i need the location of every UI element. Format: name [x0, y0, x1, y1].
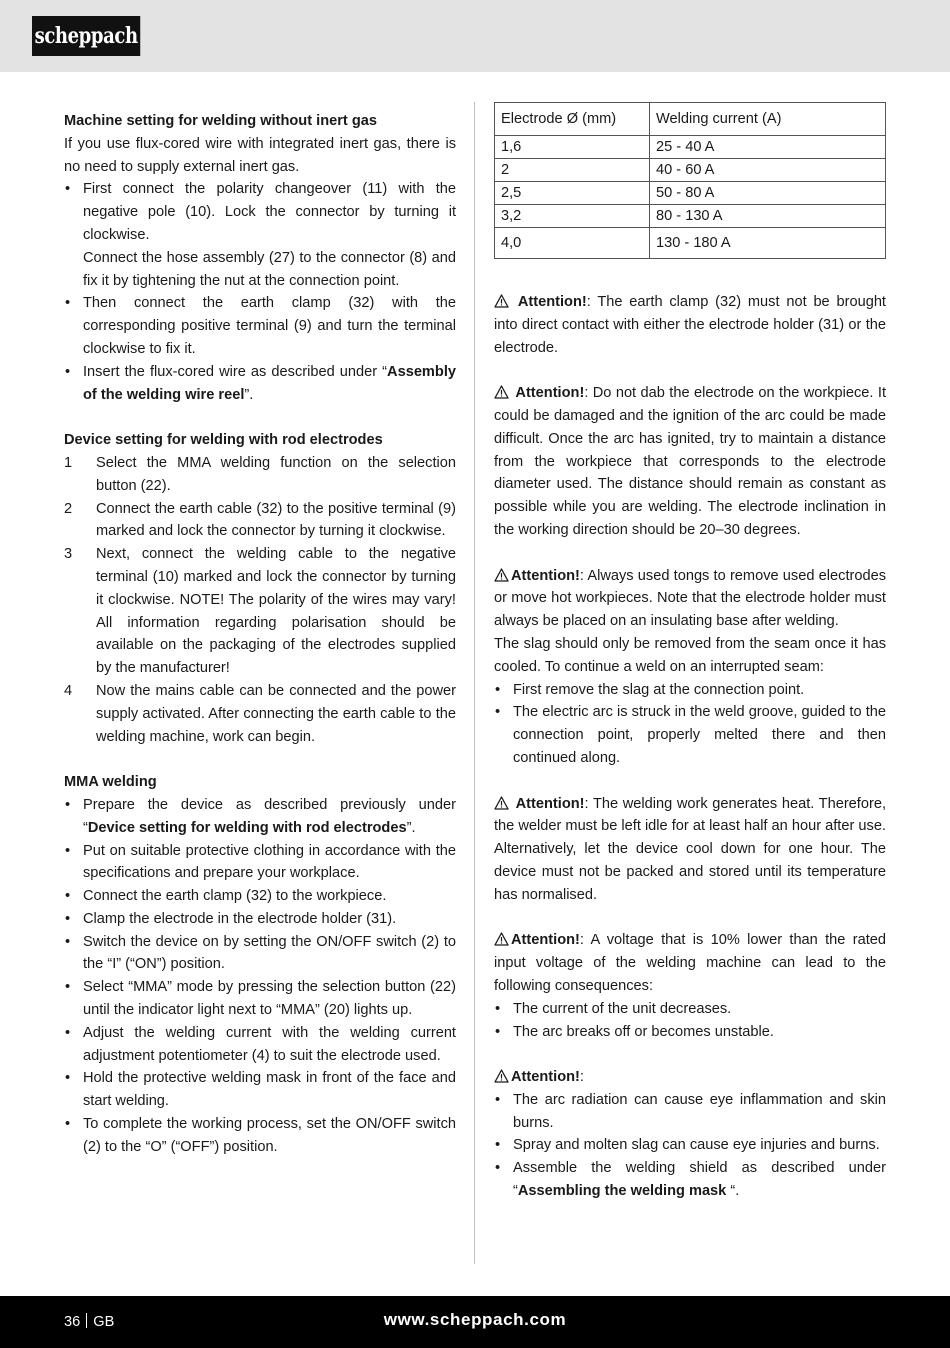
right-column	[494, 291, 886, 1203]
list-item: 3 Next, connect the welding cable to the negative terminal (10) marked and lock the connector by turning it clockwise. NOTE! The polarity of the wires may vary! All information regarding polarisation should be available on the packaging of the electrodes supplied by the manufacturer!	[64, 546, 456, 677]
list-item: 2 Connect the earth cable (32) to the positive terminal (9) marked and lock the connector by turning it clockwise.	[64, 500, 456, 540]
table-row	[495, 205, 886, 228]
table-cell: 25 - 40 A	[650, 136, 886, 159]
attention-paragraph: Attention!: Always used tongs to remove used electrodes or move hot workpieces. Note that the electrode holder must always be placed on an insulating base after welding.	[494, 565, 886, 633]
table-row	[495, 182, 886, 205]
table-cell: 80 - 130 A	[650, 205, 886, 228]
table-header-row	[495, 103, 886, 136]
list-item: • Assemble the welding shield as described under “Assembling the welding mask “.	[494, 1157, 886, 1203]
numbered-list	[64, 452, 456, 748]
bullet-list	[64, 178, 456, 406]
list-item: • To complete the working process, set the ON/OFF switch (2) to the “O” (“OFF”) position.	[64, 1113, 456, 1159]
table-cell: 130 - 180 A	[650, 228, 886, 259]
page-footer	[0, 1296, 950, 1348]
page-number: 36 GB	[64, 1314, 115, 1330]
list-item: 4 Now the mains cable can be connected and the power supply activated. After connecting the earth cable to the welding machine, work can begin.	[64, 682, 456, 745]
table-row	[495, 159, 886, 182]
table-cell: 4,0	[495, 228, 650, 259]
electrode-current-table	[494, 102, 886, 259]
attention-paragraph: Attention!: The earth clamp (32) must not be brought into direct contact with either the electrode holder (31) or the electrode.	[494, 291, 886, 359]
warning-icon	[494, 929, 511, 952]
list-item: • Insert the flux-cored wire as described under “Assembly of the welding wire reel”.	[64, 361, 456, 407]
list-item: • Hold the protective welding mask in front of the face and start welding.	[64, 1067, 456, 1113]
list-item: • The electric arc is struck in the weld groove, guided to the connection point, properly melted there and then continued along.	[494, 701, 886, 769]
list-item: • Select “MMA” mode by pressing the selection button (22) until the indicator light next to “MMA” (20) lights up.	[64, 976, 456, 1022]
attention-paragraph: Attention!: Do not dab the electrode on the workpiece. It could be damaged and the ignition of the arc could be made difficult. Once the arc has ignited, try to maintain a distance from the workpiece that corresponds to the electrode diameter used. The distance should remain as constant as possible while you are welding. The electrode inclination in the working direction should be 20–30 degrees.	[494, 382, 886, 542]
table-cell: 2,5	[495, 182, 650, 205]
left-column	[64, 110, 456, 1159]
warning-icon	[494, 291, 511, 314]
bullet-list	[494, 679, 886, 770]
table-cell: 40 - 60 A	[650, 159, 886, 182]
list-item: • Then connect the earth clamp (32) with the corresponding positive terminal (9) and turn the terminal clockwise to fix it.	[64, 292, 456, 360]
bullet-list	[494, 1089, 886, 1203]
list-item: • Spray and molten slag can cause eye injuries and burns.	[494, 1134, 886, 1157]
list-item: • Adjust the welding current with the welding current adjustment potentiometer (4) to suit the electrode used.	[64, 1022, 456, 1068]
section-title: MMA welding	[64, 774, 157, 791]
list-item: • The arc breaks off or becomes unstable.	[494, 1021, 886, 1044]
list-item: • The current of the unit decreases.	[494, 998, 886, 1021]
list-item: • First connect the polarity changeover (11) with the negative pole (10). Lock the connector by turning it clockwise. Connect the hose assembly (27) to the connector (8) and fix it by tightening the nut at the connection point.	[64, 178, 456, 292]
website-link[interactable]: www.scheppach.com	[383, 1310, 567, 1329]
list-item: • Put on suitable protective clothing in accordance with the specifications and prepare your workplace.	[64, 840, 456, 886]
list-item: • Prepare the device as described previously under “Device setting for welding with rod electrodes”.	[64, 794, 456, 840]
bullet-list	[494, 998, 886, 1044]
attention-paragraph: Attention!: A voltage that is 10% lower than the rated input voltage of the welding machine can lead to the following consequences:	[494, 929, 886, 997]
table-cell: 2	[495, 159, 650, 182]
table-row	[495, 228, 886, 259]
column-divider	[474, 102, 475, 1264]
attention-paragraph: Attention!: The welding work generates heat. Therefore, the welder must be left idle for at least half an hour after use. Alternatively, let the device cool down for one hour. The device must not be packed and stored until its temperature has normalised.	[494, 793, 886, 907]
table-cell: 50 - 80 A	[650, 182, 886, 205]
list-item: • The arc radiation can cause eye inflammation and skin burns.	[494, 1089, 886, 1135]
page-header	[0, 0, 950, 72]
table-header: Welding current (A)	[650, 103, 886, 136]
warning-icon	[494, 565, 511, 588]
list-item: • Clamp the electrode in the electrode holder (31).	[64, 908, 456, 931]
table-cell: 3,2	[495, 205, 650, 228]
paragraph: The slag should only be removed from the seam once it has cooled. To continue a weld on an interrupted seam:	[494, 635, 886, 675]
table-row	[495, 136, 886, 159]
warning-icon	[494, 793, 511, 816]
warning-icon	[494, 382, 511, 405]
warning-icon	[494, 1066, 511, 1089]
table-header: Electrode Ø (mm)	[495, 103, 650, 136]
bullet-list	[64, 794, 456, 1159]
table-cell: 1,6	[495, 136, 650, 159]
section-title: Machine setting for welding without inert gas	[64, 113, 377, 129]
list-item: 1 Select the MMA welding function on the selection button (22).	[64, 454, 456, 494]
brand-logo: scheppach	[32, 16, 140, 56]
section-title: Device setting for welding with rod electrodes	[64, 432, 383, 449]
list-item: • Switch the device on by setting the ON/OFF switch (2) to the “I” (“ON”) position.	[64, 931, 456, 977]
list-item: • First remove the slag at the connection point.	[494, 679, 886, 702]
list-item: • Connect the earth clamp (32) to the workpiece.	[64, 885, 456, 908]
attention-paragraph: Attention!:	[494, 1066, 886, 1089]
paragraph: If you use flux-cored wire with integrated inert gas, there is no need to supply external inert gas.	[64, 135, 456, 175]
